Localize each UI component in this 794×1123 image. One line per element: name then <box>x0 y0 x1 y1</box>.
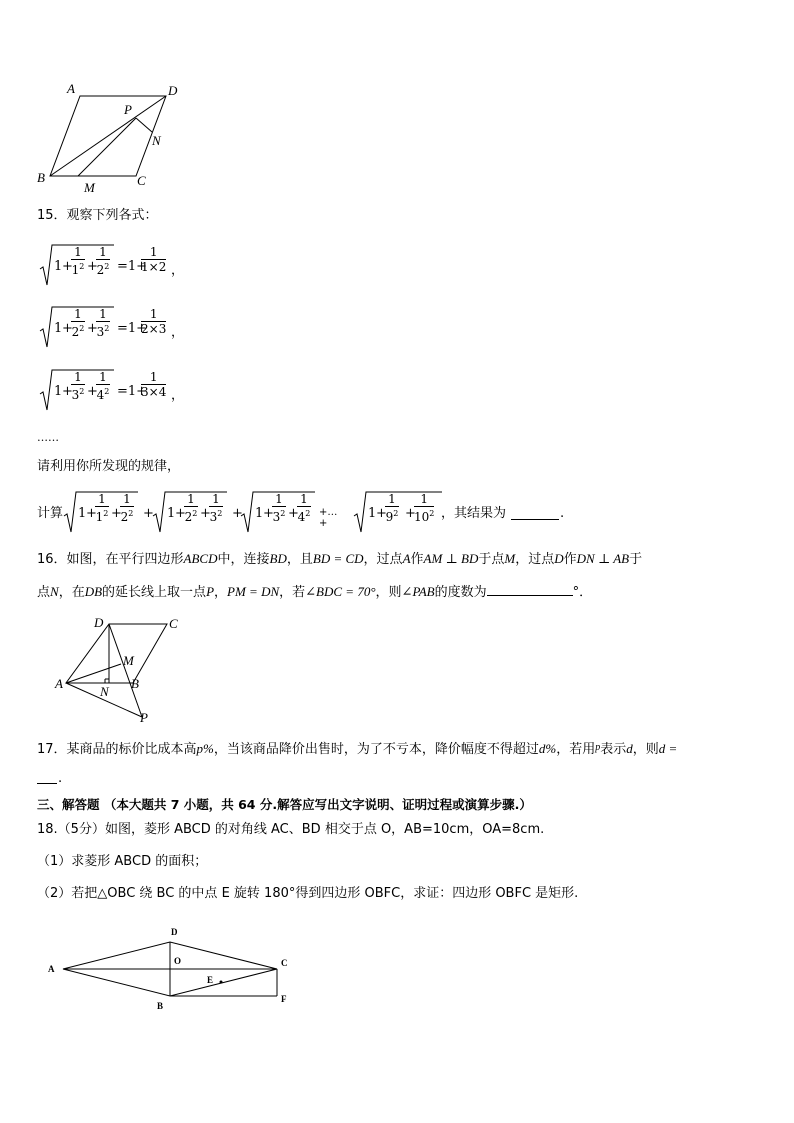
label-C: C <box>169 616 178 631</box>
parallelogram-figure-q16 <box>50 612 190 727</box>
radical-one: 1 <box>167 506 176 521</box>
fraction: $\frac{1}{10^2}$ <box>414 492 435 524</box>
radical-one: 1 <box>78 506 87 521</box>
plus-sign: + <box>405 506 416 521</box>
label-E: E <box>207 975 214 985</box>
plus-sign: + <box>232 506 243 521</box>
rhs-fraction: $\frac{1}{2\times 3}$ <box>141 307 167 336</box>
plus-sign: + <box>62 259 73 274</box>
radical-one: 1 <box>54 259 63 274</box>
comma: ， <box>171 325 185 340</box>
fraction: $\frac{1}{2^2}$ <box>120 492 134 524</box>
calc-label: 计算 <box>37 506 64 521</box>
plus-sign: + <box>86 506 97 521</box>
fraction: $\frac{1}{4^2}$ <box>297 492 311 524</box>
equals-one-plus: =1+ <box>117 321 148 336</box>
q15-rule-text: 请利用你所发现的规律， <box>37 459 181 474</box>
plus-sign: + <box>288 506 299 521</box>
label-O: O <box>174 956 182 966</box>
q16-line2: 点N，在DB的延长线上取一点P，PM = DN，若∠BDC = 70°，则∠PAB的度数为 °． <box>37 584 593 600</box>
radical-one: 1 <box>368 506 377 521</box>
fraction: $\frac{1}{3^2}$ <box>71 370 85 402</box>
fraction: $\frac{1}{2^2}$ <box>96 245 110 277</box>
plus-sign: + <box>87 259 98 274</box>
label-B: B <box>37 170 45 185</box>
equals-one-plus: =1+ <box>117 259 148 274</box>
fraction: $\frac{1}{2^2}$ <box>184 492 198 524</box>
fraction: $\frac{1}{1^2}$ <box>71 245 85 277</box>
radical-one: 1 <box>255 506 264 521</box>
q15-dots: …… <box>37 431 59 444</box>
label-D: D <box>171 927 178 937</box>
label-P: P <box>140 710 148 725</box>
label-A: A <box>67 81 75 96</box>
equals-one-plus: =1+ <box>117 384 148 399</box>
q15-period: . <box>560 506 565 521</box>
parallelogram-figure-q14 <box>30 78 190 196</box>
radical-one: 1 <box>54 384 63 399</box>
plus-sign: + <box>87 321 98 336</box>
radical-one: 1 <box>54 321 63 336</box>
plus-sign: + <box>62 384 73 399</box>
label-F: F <box>281 994 287 1004</box>
fraction: $\frac{1}{4^2}$ <box>96 370 110 402</box>
plus-sign: + <box>376 506 387 521</box>
fraction: $\frac{1}{3^2}$ <box>272 492 286 524</box>
label-N: N <box>100 684 109 699</box>
label-P: P <box>124 102 132 117</box>
fraction: $\frac{1}{3^2}$ <box>96 307 110 339</box>
label-C: C <box>281 958 288 968</box>
plus-sign: + <box>263 506 274 521</box>
q17-answer-blank <box>37 783 57 784</box>
rhs-fraction: $\frac{1}{1\times 2}$ <box>141 245 167 274</box>
fraction: $\frac{1}{1^2}$ <box>95 492 109 524</box>
label-A: A <box>55 676 63 691</box>
q17-line1: 17．某商品的标价比成本高p%，当该商品降价出售时，为了不亏本，降价幅度不得超过d%，若用$^p$表示d，则d = <box>37 741 678 757</box>
result-label: ，其结果为 <box>441 506 507 521</box>
q16-answer-blank <box>487 583 573 596</box>
comma: ， <box>171 388 185 403</box>
label-C: C <box>137 173 146 188</box>
q15-answer-blank <box>511 519 559 520</box>
plus-sign: + <box>175 506 186 521</box>
label-N: N <box>152 133 161 148</box>
section-heading: 三、解答题 （本大题共 7 小题，共 64 分.解答应写出文字说明、证明过程或演算步骤.） <box>37 797 532 812</box>
ellipsis-plus: +…+ <box>319 507 338 529</box>
plus-sign: + <box>111 506 122 521</box>
label-B: B <box>131 676 139 691</box>
label-A: A <box>48 964 55 974</box>
fraction: $\frac{1}{2^2}$ <box>71 307 85 339</box>
label-M: M <box>84 180 95 195</box>
plus-sign: + <box>143 506 154 521</box>
rhombus-figure-q18 <box>40 920 300 1015</box>
q17-period: . <box>58 771 63 786</box>
q18-part2: （2）若把△OBC 绕 BC 的中点 E 旋转 180°得到四边形 OBFC，求证：四边形 OBFC 是矩形. <box>37 886 579 901</box>
q18-stem: 18.（5分）如图，菱形 ABCD 的对角线 AC、BD 相交于点 O，AB=10cm，OA=8cm. <box>37 822 545 837</box>
rhs-fraction: $\frac{1}{3\times 4}$ <box>141 370 167 399</box>
plus-sign: + <box>200 506 211 521</box>
label-M: M <box>123 653 134 668</box>
fraction: $\frac{1}{3^2}$ <box>209 492 223 524</box>
q15-heading: 15．观察下列各式： <box>37 208 158 223</box>
fraction: $\frac{1}{9^2}$ <box>385 492 399 524</box>
label-D: D <box>94 615 104 630</box>
comma: ， <box>171 263 185 278</box>
plus-sign: + <box>87 384 98 399</box>
q16-line1: 16．如图，在平行四边形ABCD中，连接BD，且BD = CD，过点A作AM ⊥ BD于点M，过点D作DN ⊥ AB于 <box>37 551 643 567</box>
plus-sign: + <box>62 321 73 336</box>
label-B: B <box>157 1001 164 1011</box>
label-D: D <box>168 83 178 98</box>
q18-part1: （1）求菱形 ABCD 的面积； <box>37 854 208 869</box>
